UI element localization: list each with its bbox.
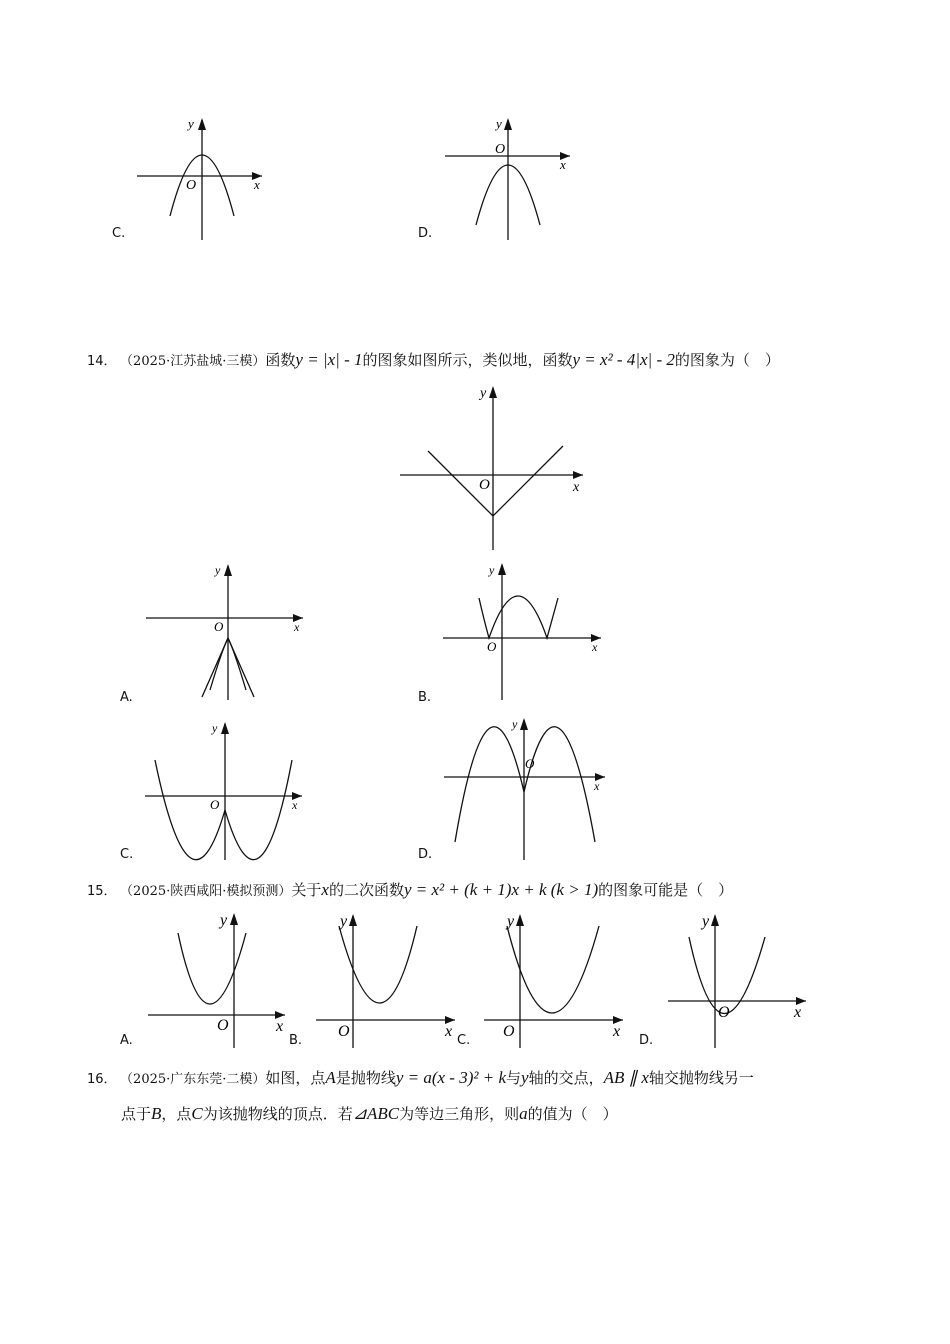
svg-text:y: y (340, 913, 348, 930)
formula: y = |x| - 1 (295, 350, 363, 369)
q14-option-d-label[interactable]: D. (418, 847, 433, 862)
formula: y = a(x - 3)² + k (395, 1068, 506, 1087)
q14-option-c-label[interactable]: C. (120, 847, 134, 862)
q14-option-b-label[interactable]: B. (418, 690, 432, 705)
svg-text:x: x (592, 640, 598, 654)
axis-x-label: x (254, 177, 260, 192)
formula: y = x² + (k + 1)x + k (k > 1) (403, 880, 599, 899)
axis-x-label: x (560, 157, 566, 172)
svg-text:y: y (507, 913, 515, 930)
q16-stem-line2: 点于B，点C为该抛物线的顶点．若⊿ABC为等边三角形，则a的值为（ ） (121, 1104, 618, 1123)
q15-option-b-label[interactable]: B. (289, 1033, 303, 1048)
svg-text:O: O (479, 477, 490, 493)
svg-text:O: O (487, 639, 497, 654)
svg-text:y: y (480, 386, 487, 401)
svg-text:y: y (512, 717, 518, 731)
svg-text:y: y (215, 563, 221, 577)
svg-text:y: y (489, 563, 495, 577)
svg-text:x: x (594, 779, 600, 793)
q15-stem: 15． （2025·陕西咸阳·模拟预测）关于x的二次函数y = x² + (k + 1)x + k (k > 1)的图象可能是（ ） (87, 880, 734, 899)
svg-text:O: O (217, 1017, 229, 1034)
question-number: 14． (87, 354, 117, 369)
q15-option-c-label[interactable]: C. (457, 1033, 471, 1048)
svg-text:O: O (210, 797, 220, 812)
svg-text:x: x (794, 1004, 802, 1021)
svg-text:O: O (214, 619, 224, 634)
q16-stem-line1: 16． （2025·广东东莞·二模）如图，点A是抛物线y = a(x - 3)² + k与y轴的交点，AB ∥ x轴交抛物线另一 (87, 1068, 754, 1087)
formula: y = x² - 4|x| - 2 (572, 350, 675, 369)
question-source: （2025·广东东莞·二模） (126, 1072, 266, 1087)
svg-text:x: x (292, 798, 298, 812)
svg-text:y: y (212, 721, 218, 735)
svg-text:O: O (718, 1004, 730, 1021)
question-source: （2025·江苏盐城·三模） (126, 354, 266, 369)
svg-text:O: O (338, 1023, 350, 1040)
question-number: 16． (87, 1072, 117, 1087)
svg-text:x: x (613, 1023, 621, 1040)
q15-option-d-label[interactable]: D. (639, 1033, 654, 1048)
svg-text:x: x (445, 1023, 453, 1040)
q14-stem: 14． （2025·江苏盐城·三模）函数y = |x| - 1的图象如图所示，类似地，函数y = x² - 4|x| - 2的图象为（ ） (87, 350, 780, 369)
origin-label: O (495, 142, 506, 157)
q14-option-a-label[interactable]: A. (120, 690, 133, 705)
q13-option-d-label[interactable]: D. (418, 226, 433, 241)
svg-text:y: y (220, 912, 228, 929)
q13-option-c-label[interactable]: C. (112, 226, 126, 241)
svg-text:x: x (573, 480, 580, 495)
origin-label: O (186, 178, 197, 193)
q15-option-a-label[interactable]: A. (120, 1033, 133, 1048)
svg-text:O: O (525, 756, 535, 771)
axis-y-label: y (496, 116, 502, 131)
question-source: （2025·陕西咸阳·模拟预测） (126, 884, 292, 899)
axis-y-label: y (188, 116, 194, 131)
svg-text:O: O (503, 1023, 515, 1040)
svg-text:y: y (702, 913, 710, 930)
svg-text:x: x (294, 620, 300, 634)
svg-text:x: x (276, 1018, 284, 1035)
question-number: 15． (87, 884, 117, 899)
